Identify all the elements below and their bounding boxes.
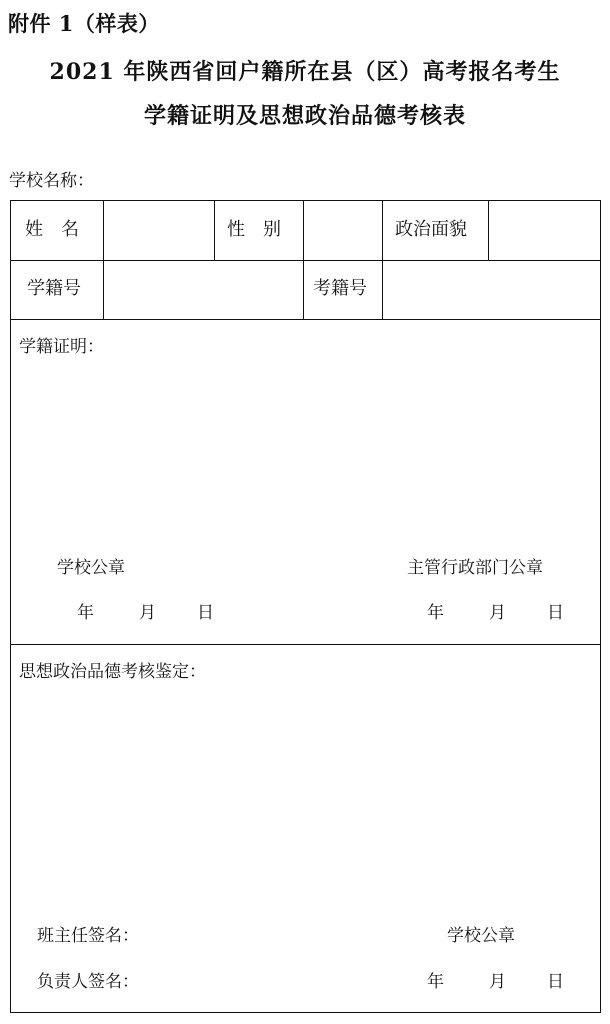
col-divider bbox=[214, 201, 215, 260]
date-year: 年 bbox=[427, 603, 444, 623]
col-divider bbox=[303, 260, 304, 319]
school-seal-date bbox=[77, 598, 214, 623]
annex-label: 附件 1（样表） bbox=[8, 11, 160, 36]
political-status-label: 政治面貌 bbox=[395, 219, 467, 240]
col-divider bbox=[382, 201, 383, 260]
responsible-person-signature-label: 负责人签名： bbox=[37, 972, 139, 992]
date-month: 月 bbox=[489, 972, 506, 992]
enrollment-certificate-label: 学籍证明： bbox=[19, 337, 104, 357]
enrollment-certificate-area[interactable] bbox=[11, 361, 600, 541]
gender-field[interactable] bbox=[304, 201, 382, 260]
review-form-table bbox=[10, 200, 601, 1013]
name-field[interactable] bbox=[104, 201, 214, 260]
school-seal-label: 学校公章 bbox=[57, 558, 125, 578]
student-id-label: 学籍号 bbox=[27, 278, 81, 299]
date-month: 月 bbox=[489, 603, 506, 623]
student-id-field[interactable] bbox=[104, 260, 303, 319]
page-title-line1: 2021 年陕西省回户籍所在县（区）高考报名考生 bbox=[49, 59, 561, 85]
head-teacher-signature-label: 班主任签名： bbox=[37, 926, 139, 946]
row-divider-3 bbox=[11, 644, 600, 645]
date-day: 日 bbox=[547, 972, 564, 992]
school-seal-label: 学校公章 bbox=[447, 926, 515, 946]
date-day: 日 bbox=[197, 603, 214, 623]
moral-evaluation-area[interactable] bbox=[11, 687, 600, 907]
dept-seal-date bbox=[427, 598, 564, 623]
moral-evaluation-label: 思想政治品德考核鉴定： bbox=[19, 662, 206, 682]
page-title-line2: 学籍证明及思想政治品德考核表 bbox=[143, 103, 466, 129]
date-year: 年 bbox=[427, 972, 444, 992]
date-month: 月 bbox=[139, 603, 156, 623]
row-divider-2 bbox=[11, 319, 600, 320]
date-year: 年 bbox=[77, 603, 94, 623]
evaluation-date bbox=[427, 967, 564, 992]
school-name-label: 学校名称： bbox=[9, 171, 94, 191]
name-label: 姓 名 bbox=[25, 219, 79, 240]
gender-label: 性 别 bbox=[227, 219, 281, 240]
political-status-field[interactable] bbox=[489, 201, 601, 260]
dept-seal-label: 主管行政部门公章 bbox=[407, 558, 543, 578]
date-day: 日 bbox=[547, 603, 564, 623]
exam-id-field[interactable] bbox=[383, 260, 601, 319]
exam-id-label: 考籍号 bbox=[313, 278, 367, 299]
